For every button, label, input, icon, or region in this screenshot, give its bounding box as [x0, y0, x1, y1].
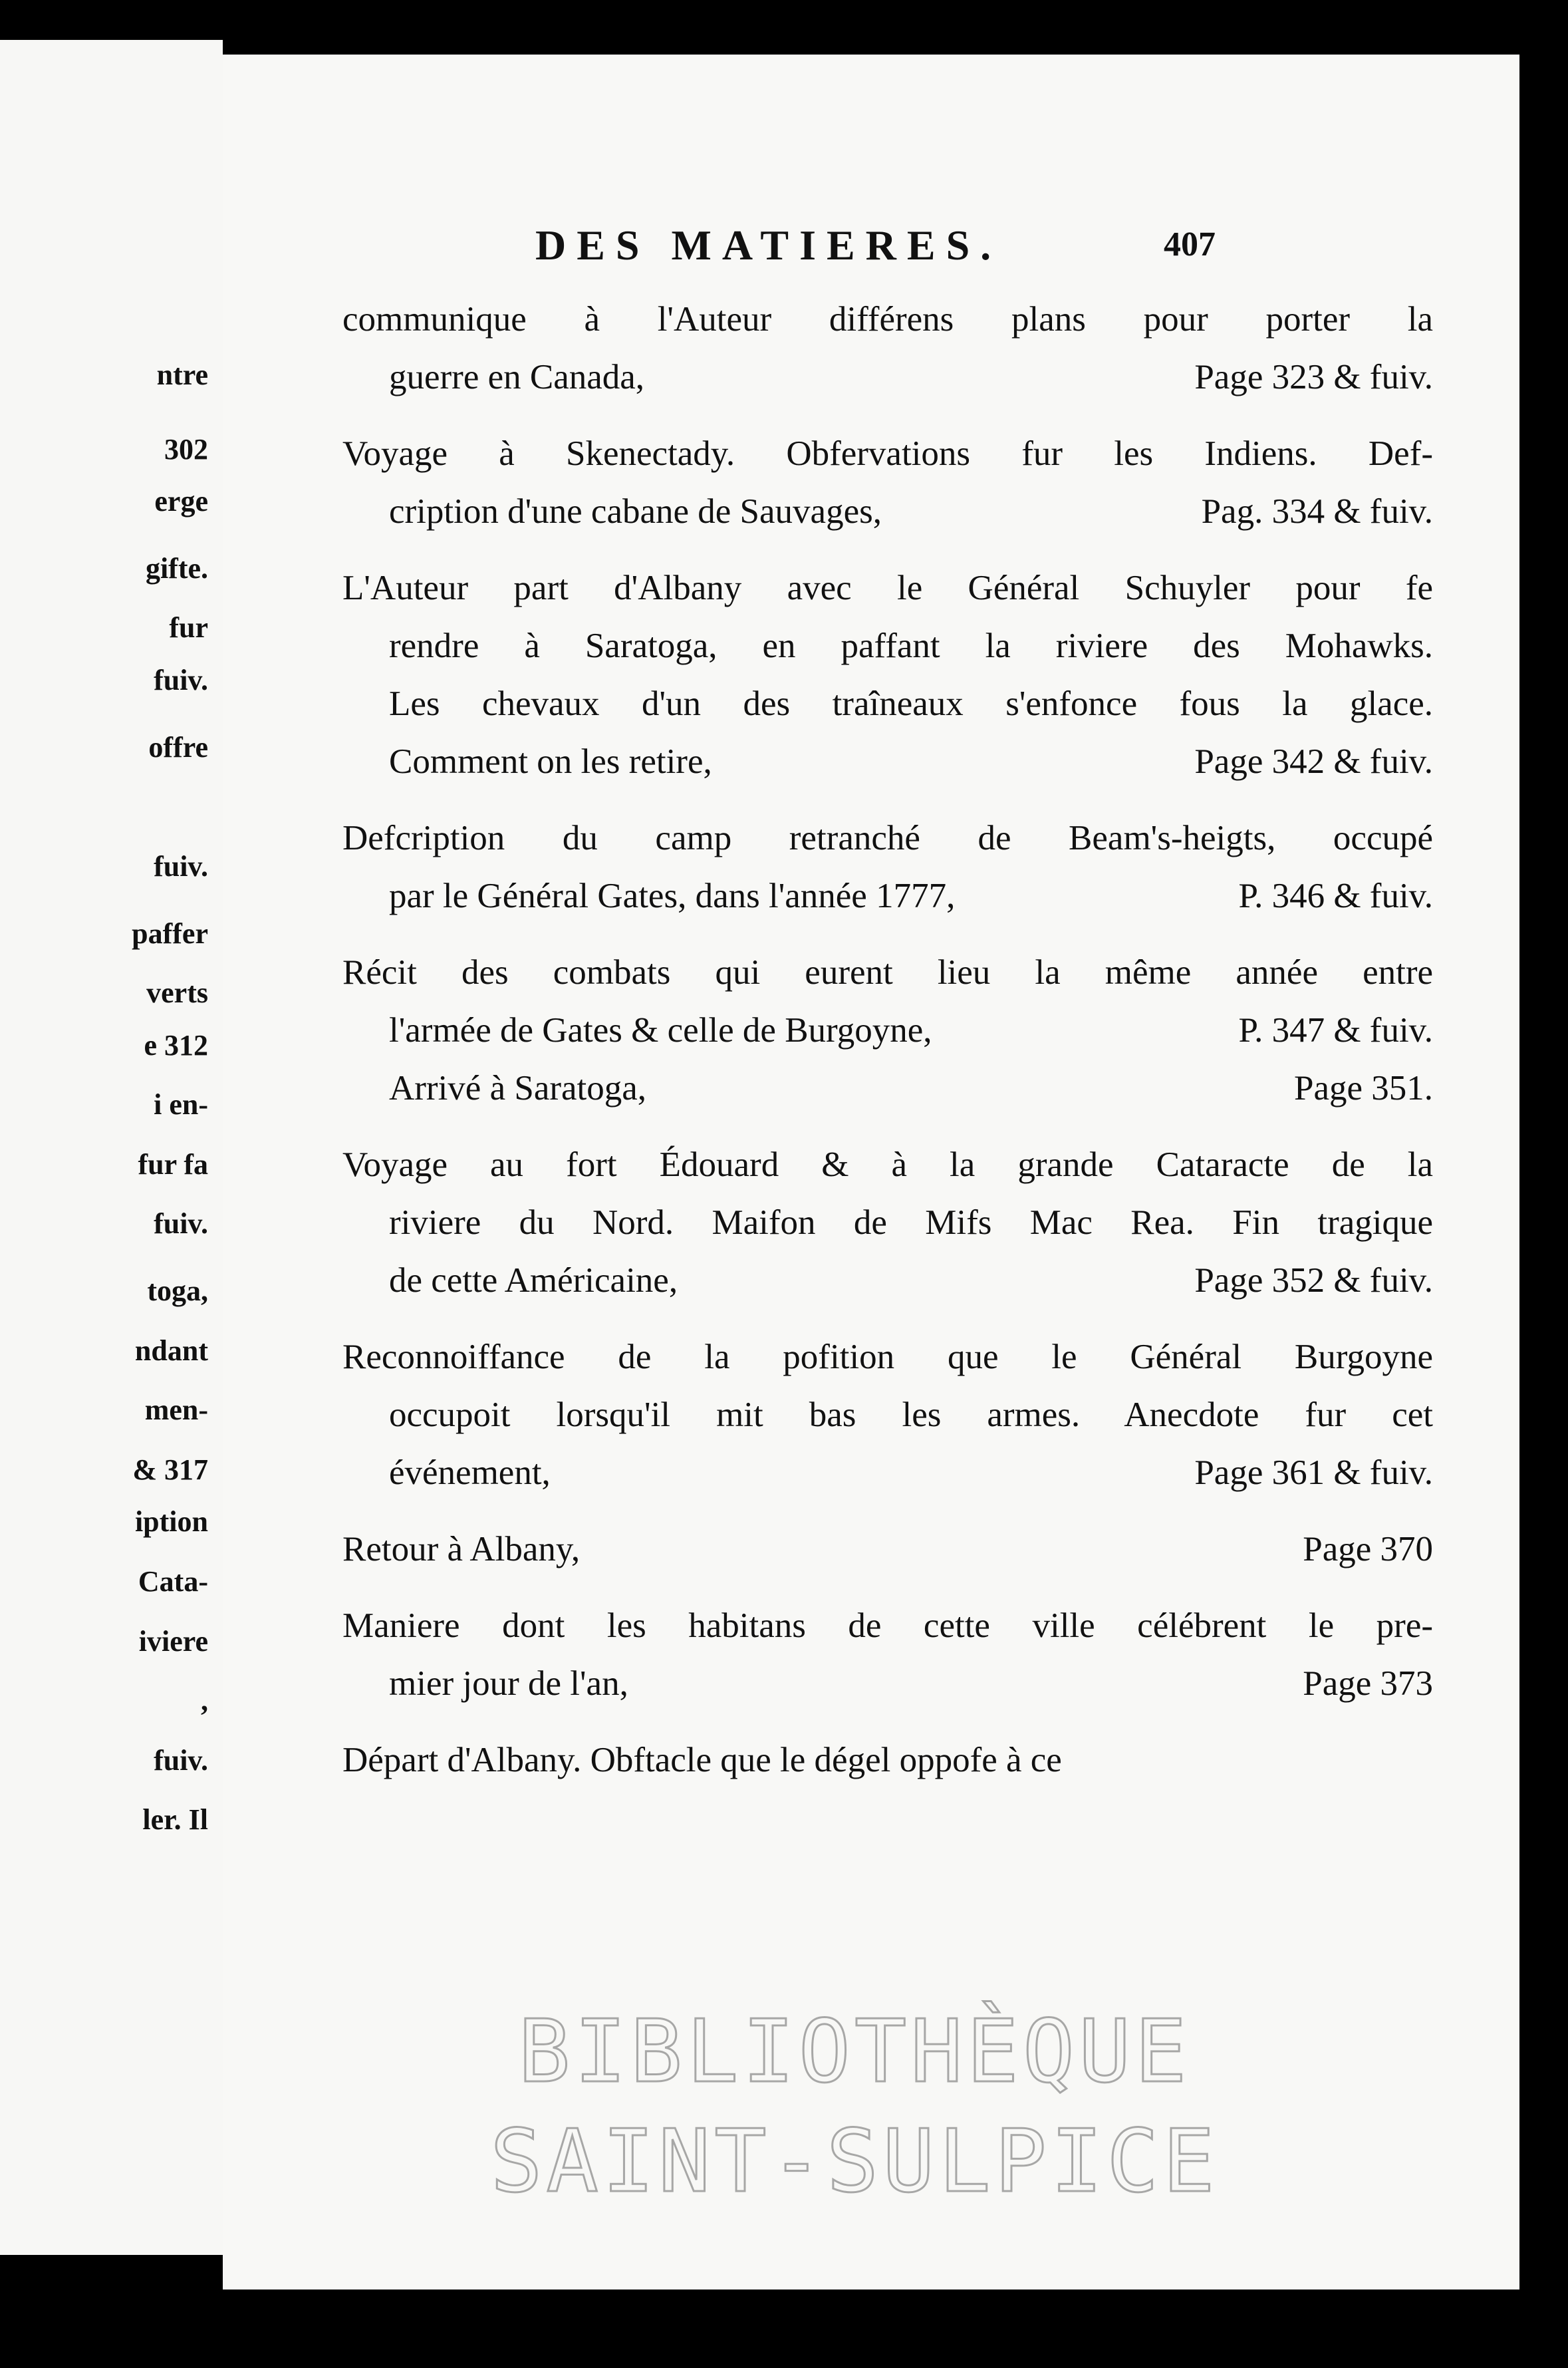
- entry-text: Voyage au fort Édouard & à la grande Cataracte de la: [342, 1145, 1433, 1184]
- entry-text: Récit des combats qui eurent lieu la même année entre: [342, 953, 1433, 992]
- index-entries: [342, 291, 1433, 1808]
- index-entry: [342, 1597, 1433, 1713]
- entry-line: [342, 1060, 1433, 1117]
- left-page-line: paffer: [132, 917, 208, 950]
- entry-text: rendre à Saratoga, en paffant la riviere des Mohawks.: [389, 627, 1433, 665]
- entry-line: [342, 1521, 1433, 1578]
- entry-text: occupoit lorsqu'il mit bas les armes. Anecdote fur cet: [389, 1396, 1433, 1434]
- entry-text: événement,: [389, 1453, 551, 1492]
- left-page-line: ,: [201, 1684, 208, 1717]
- entry-line: [342, 483, 1433, 541]
- entry-line: [342, 617, 1433, 675]
- entry-text: Départ d'Albany. Obftacle que le dégel oppofe à ce: [342, 1741, 1062, 1779]
- entry-line: [342, 1386, 1433, 1444]
- entry-text: riviere du Nord. Maifon de Mifs Mac Rea. Fin tragique: [389, 1203, 1433, 1242]
- entry-text: Defcription du camp retranché de Beam's-heigts, occupé: [342, 819, 1433, 857]
- entry-text: Retour à Albany,: [342, 1530, 581, 1568]
- left-page-line: fuiv.: [154, 663, 208, 696]
- entry-line: [342, 1252, 1433, 1310]
- index-page: [223, 55, 1519, 2290]
- index-entry: [342, 1328, 1433, 1502]
- left-page-line: i en-: [154, 1088, 208, 1121]
- left-page-line: e 312: [144, 1028, 208, 1062]
- left-page-line: ndant: [134, 1334, 208, 1367]
- left-page-line: toga,: [147, 1274, 208, 1308]
- left-page-line: 302: [164, 432, 208, 466]
- entry-line: [342, 291, 1433, 349]
- entry-line: [342, 1194, 1433, 1252]
- entry-line: [342, 1597, 1433, 1655]
- left-page-line: gifte.: [145, 551, 208, 585]
- page-reference: P. 347 & fuiv.: [1238, 1011, 1433, 1050]
- left-page-line: erge: [154, 485, 208, 518]
- page-header: [223, 221, 1519, 274]
- entry-line: [342, 425, 1433, 483]
- index-entry: [342, 291, 1433, 406]
- page-reference: Page 370: [1303, 1530, 1433, 1568]
- entry-line: [342, 1328, 1433, 1386]
- entry-line: [342, 1136, 1433, 1194]
- left-page-line: ler. Il: [142, 1803, 208, 1837]
- entry-text: Maniere dont les habitans de cette ville célébrent le pre-: [342, 1606, 1433, 1645]
- entry-text: par le Général Gates, dans l'année 1777,: [389, 877, 956, 915]
- left-page-line: men-: [144, 1394, 208, 1427]
- index-entry: [342, 1731, 1433, 1789]
- left-page-line: fuiv.: [154, 849, 208, 883]
- entry-line: [342, 1002, 1433, 1060]
- entry-line: [342, 1731, 1433, 1789]
- entry-text: L'Auteur part d'Albany avec le Général Schuyler pour fe: [342, 569, 1433, 607]
- page-reference: Page 323 & fuiv.: [1194, 358, 1433, 396]
- left-page-line: fur: [169, 611, 208, 645]
- page-reference: Page 352 & fuiv.: [1194, 1261, 1433, 1300]
- entry-text: Les chevaux d'un des traîneaux s'enfonce fous la glace.: [389, 684, 1433, 723]
- index-entry: [342, 1521, 1433, 1578]
- stamp-line-1: BIBLIOTHÈQUE: [518, 2001, 1191, 2102]
- entry-text: communique à l'Auteur différens plans pour porter la: [342, 300, 1433, 339]
- entry-text: Comment on les retire,: [389, 742, 712, 781]
- left-page-line: ntre: [156, 358, 208, 391]
- page-reference: Page 373: [1303, 1664, 1433, 1703]
- entry-line: [342, 675, 1433, 733]
- entry-line: [342, 349, 1433, 406]
- stamp-line-2: SAINT-SULPICE: [490, 2111, 1219, 2212]
- entry-line: [342, 1444, 1433, 1502]
- index-entry: [342, 559, 1433, 791]
- entry-text: mier jour de l'an,: [389, 1664, 628, 1703]
- left-page-fragment: [0, 40, 223, 2255]
- entry-line: [342, 867, 1433, 925]
- left-page-line: verts: [146, 976, 208, 1010]
- index-entry: [342, 425, 1433, 541]
- entry-text: Voyage à Skenectady. Obfervations fur les Indiens. Def-: [342, 434, 1433, 473]
- entry-line: [342, 733, 1433, 791]
- page-reference: Page 361 & fuiv.: [1194, 1453, 1433, 1492]
- left-page-line: & 317: [132, 1453, 208, 1486]
- page-reference: Page 342 & fuiv.: [1194, 742, 1433, 781]
- left-page-line: Cata-: [138, 1565, 208, 1598]
- entry-text: de cette Américaine,: [389, 1261, 678, 1300]
- library-stamp: [489, 1997, 1220, 2216]
- entry-text: guerre en Canada,: [389, 358, 645, 396]
- page-title: DES MATIERES.: [535, 222, 1002, 269]
- left-page-line: offre: [148, 730, 208, 764]
- page-reference: Pag. 334 & fuiv.: [1201, 492, 1433, 531]
- entry-line: [342, 1655, 1433, 1713]
- index-entry: [342, 810, 1433, 925]
- entry-line: [342, 944, 1433, 1002]
- left-page-line: fur fa: [138, 1147, 208, 1181]
- entry-text: cription d'une cabane de Sauvages,: [389, 492, 882, 531]
- page-reference: Page 351.: [1293, 1069, 1433, 1108]
- left-page-line: fuiv.: [154, 1207, 208, 1241]
- entry-line: [342, 559, 1433, 617]
- page-number: 407: [1164, 225, 1216, 263]
- entry-text: Arrivé à Saratoga,: [389, 1069, 647, 1108]
- page-reference: P. 346 & fuiv.: [1238, 877, 1433, 915]
- index-entry: [342, 1136, 1433, 1310]
- entry-text: Reconnoiffance de la pofition que le Général Burgoyne: [342, 1338, 1433, 1376]
- left-page-line: iviere: [138, 1624, 208, 1658]
- entry-line: [342, 810, 1433, 867]
- entry-text: l'armée de Gates & celle de Burgoyne,: [389, 1011, 932, 1050]
- index-entry: [342, 944, 1433, 1117]
- left-page-line: fuiv.: [154, 1743, 208, 1777]
- left-page-line: iption: [134, 1505, 208, 1539]
